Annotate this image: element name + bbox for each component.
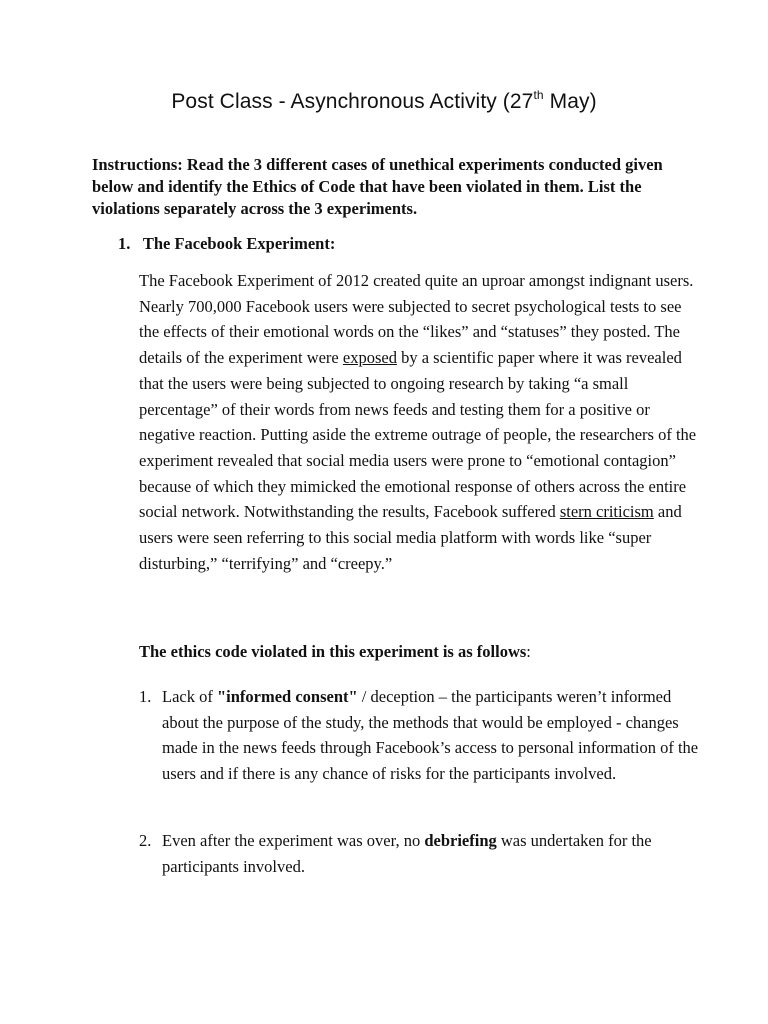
paragraph-part-3: and users were seen referring to this social media platform with words like “super disturbing,” “terrifying” and “creepy.” [139, 502, 682, 573]
list-item-bold: "informed consent" [216, 687, 358, 706]
list-item [139, 828, 699, 879]
list-item-text [139, 684, 699, 787]
ethics-heading-text: The ethics code violated in this experiment is as follows [139, 642, 527, 661]
title-end: May) [543, 90, 597, 113]
ethics-heading-colon: : [526, 642, 531, 661]
title-superscript: th [533, 88, 544, 102]
section-number: 1. [118, 234, 131, 253]
list-item-number: 2. [139, 831, 152, 850]
ethics-heading [139, 642, 531, 662]
stern-criticism-link[interactable]: stern criticism [559, 502, 654, 522]
list-item-text-part: was undertaken for the participants involved. [162, 831, 652, 876]
list-item-number: 1. [139, 687, 152, 706]
list-item-text-part: / deception – the participants weren’t informed about the purpose of the study, the methods that would be employed - changes made in the news feeds through Facebook’s access to personal information of the users and if there is any chance of risks for the participants involved. [162, 687, 699, 784]
list-item-text [139, 828, 699, 879]
instructions-text: Instructions: Read the 3 different cases of unethical experiments conducted given below and identify the Ethics of Code that have been violated in them. List the violations separately across the 3 experiments. [92, 155, 663, 218]
paragraph-part-2: by a scientific paper where it was revealed that the users were being subjected to ongoing research by taking “a small percentage” of their words from news feeds and testing them for a positive or negative reaction. Putting aside the extreme outrage of people, the researchers of the experiment revealed that social media users were prone to “emotional contagion” because of which they mimicked the emotional response of others across the entire social network. Notwithstanding the results, Facebook suffered [139, 348, 697, 522]
list-item-text-part: Even after the experiment was over, no [162, 831, 425, 850]
paragraph-part-1: The Facebook Experiment of 2012 created quite an uproar amongst indignant users. Nearly 700,000 Facebook users were subjected to secret psychological tests to see the effects of their emotional words on the “likes” and “statuses” they posted. The details of the experiment were [139, 271, 694, 368]
exposed-link[interactable]: exposed [342, 348, 397, 368]
list-item-bold: debriefing [424, 831, 497, 850]
page-title [0, 90, 768, 114]
section-heading [118, 234, 335, 254]
section-paragraph [139, 268, 699, 576]
list-item [139, 684, 699, 787]
title-text: Post Class - Asynchronous Activity (27 [171, 90, 534, 113]
section-heading-text: The Facebook Experiment: [142, 234, 336, 253]
list-item-text-part: Lack of [162, 687, 217, 706]
